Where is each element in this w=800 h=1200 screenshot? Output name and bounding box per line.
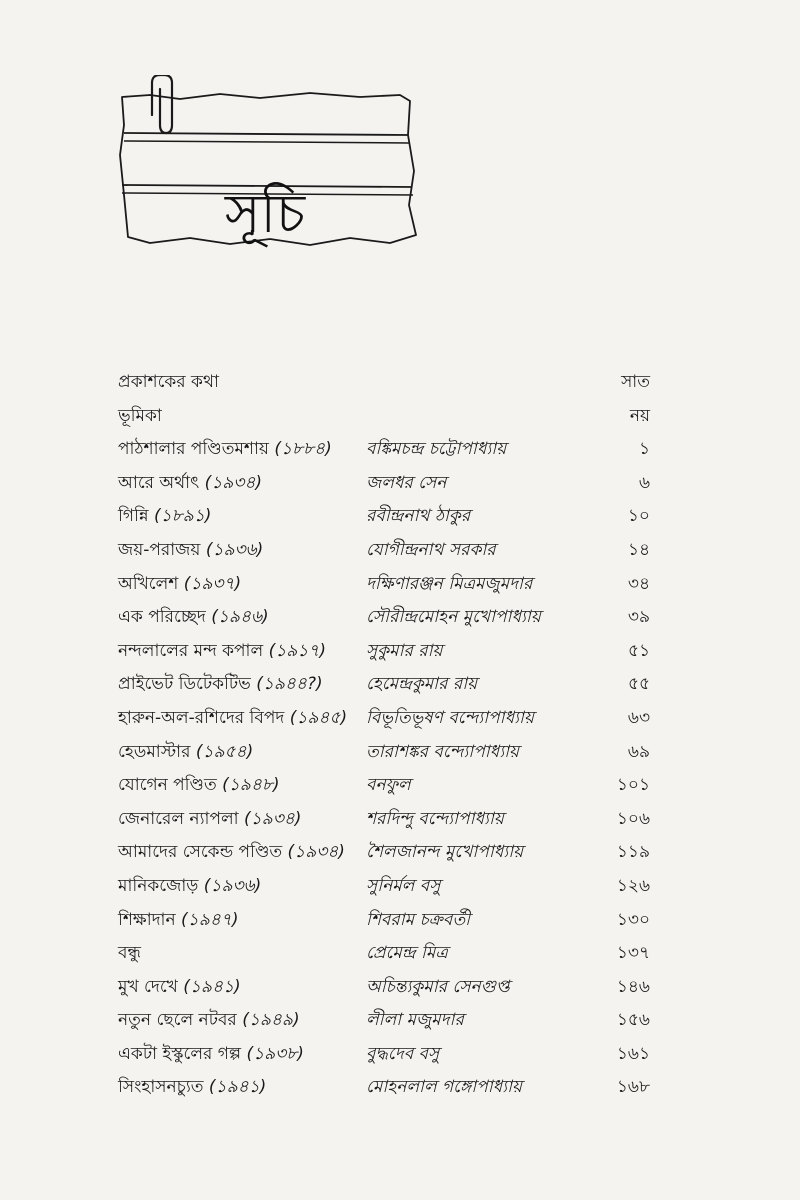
entry-title [118, 910, 238, 930]
entry-year: (১৯৪৬) [211, 607, 269, 628]
entry-year: (১৯৩৮) [246, 1043, 304, 1064]
entry-title-text: এক পরিচ্ছেদ [118, 607, 206, 628]
entry-title-text: হারুন-অল-রশিদের বিপদ [118, 707, 285, 728]
entry-year: (১৯৩৪) [244, 808, 302, 829]
entry-author: শৈলজানন্দ মুখোপাধ্যায় [366, 842, 524, 863]
entry-title-text: মুখ দেখে [118, 976, 178, 997]
entry-year: (১৯৪৫) [289, 707, 348, 728]
entry-page-number: ১০ [627, 506, 650, 527]
entry-title-text: গিন্নি [118, 506, 149, 527]
entry-year: (১৮৯১) [153, 506, 212, 527]
entry-author: মোহনলাল গঙ্গোপাধ্যায় [366, 1077, 523, 1098]
entry-year: (১৯৪৮) [222, 775, 280, 796]
entry-title [118, 372, 219, 392]
entry-author: রবীন্দ্রনাথ ঠাকুর [366, 506, 471, 527]
entry-title-text: নতুন ছেলে নটবর [118, 1010, 237, 1031]
entry-year: (১৯৪৭) [181, 909, 239, 930]
entry-author: হেমেন্দ্রকুমার রায় [366, 674, 478, 695]
entry-page-number: ১৪ [627, 539, 650, 560]
entry-page-number: ১৬৮ [616, 1077, 650, 1098]
toc-entry[interactable] [118, 540, 650, 574]
entry-page-number: ১৪৬ [616, 976, 650, 997]
entry-year: (১৯৪৪?) [256, 674, 323, 695]
entry-page-number: ৬৯ [627, 741, 650, 762]
toc-entry[interactable] [118, 842, 650, 876]
entry-title-text: আরে অর্থাৎ [118, 472, 200, 493]
entry-title-text: যোগেন পণ্ডিত [118, 775, 217, 796]
entry-title-text: অখিলেশ [118, 573, 179, 594]
entry-title-text: মানিকজোড় [118, 875, 199, 896]
entry-title [118, 674, 323, 694]
entry-title-text: নন্দলালের মন্দ কপাল [118, 640, 264, 661]
entry-title [118, 574, 241, 594]
entry-page-number: ৩৯ [627, 607, 650, 628]
entry-title [118, 708, 347, 728]
entry-title-text: বন্ধু [118, 943, 141, 964]
entry-title-text: সিংহাসনচ্যুত [118, 1077, 204, 1098]
toc-entry[interactable] [118, 574, 650, 608]
toc-entry[interactable] [118, 506, 650, 540]
entry-title-text: পাঠশালার পণ্ডিতমশায় [118, 439, 269, 460]
entry-title [118, 876, 261, 896]
entry-title-text: একটা ইস্কুলের গল্প [118, 1043, 242, 1064]
entry-page-number: ১০৬ [616, 808, 650, 829]
entry-page-number: ৬ [638, 472, 650, 493]
entry-title-text: হেডমাস্টার [118, 741, 191, 762]
toc-entry[interactable] [118, 406, 650, 440]
entry-title-text: শিক্ষাদান [118, 909, 176, 930]
entry-year: (১৯৩৪) [287, 842, 345, 863]
entry-author: দক্ষিণারঞ্জন মিত্রমজুমদার [366, 573, 533, 594]
entry-year: (১৮৮৪) [274, 439, 332, 460]
entry-page-number: সাত [621, 372, 650, 392]
entry-year: (১৯৩৬) [205, 539, 264, 560]
entry-title-text: জেনারেল ন্যাপলা [118, 808, 239, 829]
contents-heading-block [110, 75, 430, 250]
toc-entry[interactable] [118, 943, 650, 977]
entry-author: সুকুমার রায় [366, 640, 443, 661]
entry-page-number: ১৩০ [616, 909, 650, 930]
entry-title [118, 1077, 266, 1097]
entry-year: (১৯৪৯) [242, 1010, 300, 1031]
entry-page-number: ১২৬ [616, 875, 650, 896]
entry-page-number: ১১৯ [616, 842, 650, 863]
entry-title [118, 540, 263, 560]
entry-title-text: আমাদের সেকেন্ড পণ্ডিত [118, 842, 283, 863]
entry-page-number: নয় [629, 405, 650, 426]
contents-title: সূচি [224, 182, 306, 245]
entry-year: (১৯১৭) [268, 640, 326, 661]
entry-year: (১৯৩৬) [203, 875, 262, 896]
toc-entry[interactable] [118, 473, 650, 507]
entry-title [118, 842, 345, 862]
entry-page-number: ৫৫ [627, 674, 650, 695]
toc-entry[interactable] [118, 708, 650, 742]
entry-year: (১৯৫৪) [195, 741, 254, 762]
table-of-contents [118, 372, 650, 1111]
entry-title [118, 943, 141, 963]
entry-title [118, 473, 262, 493]
entry-author: বঙ্কিমচন্দ্র চট্টোপাধ্যায় [366, 439, 507, 460]
entry-page-number: ১০১ [616, 775, 650, 796]
toc-entry[interactable] [118, 809, 650, 843]
entry-year: (১৯৩৪) [204, 472, 262, 493]
entry-page-number: ১ [638, 439, 650, 460]
entry-author: শিবরাম চক্রবর্তী [366, 909, 470, 930]
toc-entry[interactable] [118, 674, 650, 708]
entry-author: সৌরীন্দ্রমোহন মুখোপাধ্যায় [366, 607, 541, 628]
entry-title-text: ভূমিকা [118, 405, 162, 426]
entry-author: শরদিন্দু বন্দ্যোপাধ্যায় [366, 808, 504, 829]
entry-page-number: ৩৪ [627, 573, 650, 594]
entry-year: (১৯৪১) [208, 1077, 267, 1098]
entry-title [118, 607, 269, 627]
entry-page-number: ১৬১ [616, 1043, 650, 1064]
entry-author: বনফুল [366, 775, 411, 796]
toc-entry[interactable] [118, 910, 650, 944]
entry-author: বিভূতিভূষণ বন্দ্যোপাধ্যায় [366, 707, 534, 728]
entry-author: অচিন্ত্যকুমার সেনগুপ্ত [366, 976, 510, 997]
paper-clip-icon [152, 75, 172, 133]
entry-author: যোগীন্দ্রনাথ সরকার [366, 539, 496, 560]
toc-entry[interactable] [118, 1044, 650, 1078]
entry-title [118, 977, 241, 997]
entry-author: লীলা মজুমদার [366, 1010, 464, 1031]
entry-title [118, 439, 332, 459]
toc-entry[interactable] [118, 742, 650, 776]
entry-author: তারাশঙ্কর বন্দ্যোপাধ্যায় [366, 741, 520, 762]
entry-title [118, 775, 280, 795]
toc-entry[interactable] [118, 775, 650, 809]
entry-page-number: ১৩৭ [616, 943, 650, 964]
entry-page-number: ৫১ [627, 640, 650, 661]
toc-entry[interactable] [118, 1077, 650, 1111]
entry-author: বুদ্ধদেব বসু [366, 1043, 440, 1064]
entry-title-text: প্রকাশকের কথা [118, 372, 219, 392]
toc-entry[interactable] [118, 439, 650, 473]
entry-author: জলধর সেন [366, 472, 447, 493]
toc-entry[interactable] [118, 977, 650, 1011]
entry-title [118, 1044, 304, 1064]
entry-title [118, 742, 253, 762]
toc-entry[interactable] [118, 372, 650, 406]
entry-title [118, 1010, 300, 1030]
entry-author: সুনির্মল বসু [366, 875, 441, 896]
entry-title [118, 809, 301, 829]
toc-entry[interactable] [118, 876, 650, 910]
toc-entry[interactable] [118, 607, 650, 641]
entry-title [118, 506, 211, 526]
toc-entry[interactable] [118, 641, 650, 675]
toc-entry[interactable] [118, 1010, 650, 1044]
entry-page-number: ৬৩ [627, 707, 650, 728]
entry-title [118, 641, 326, 661]
entry-year: (১৯৪১) [183, 976, 241, 997]
entry-title-text: প্রাইভেট ডিটেকটিভ [118, 674, 251, 695]
entry-author: প্রেমেন্দ্র মিত্র [366, 943, 448, 964]
entry-year: (১৯৩৭) [183, 573, 242, 594]
entry-title [118, 406, 162, 426]
entry-title-text: জয়-পরাজয় [118, 539, 201, 560]
entry-page-number: ১৫৬ [616, 1010, 650, 1031]
